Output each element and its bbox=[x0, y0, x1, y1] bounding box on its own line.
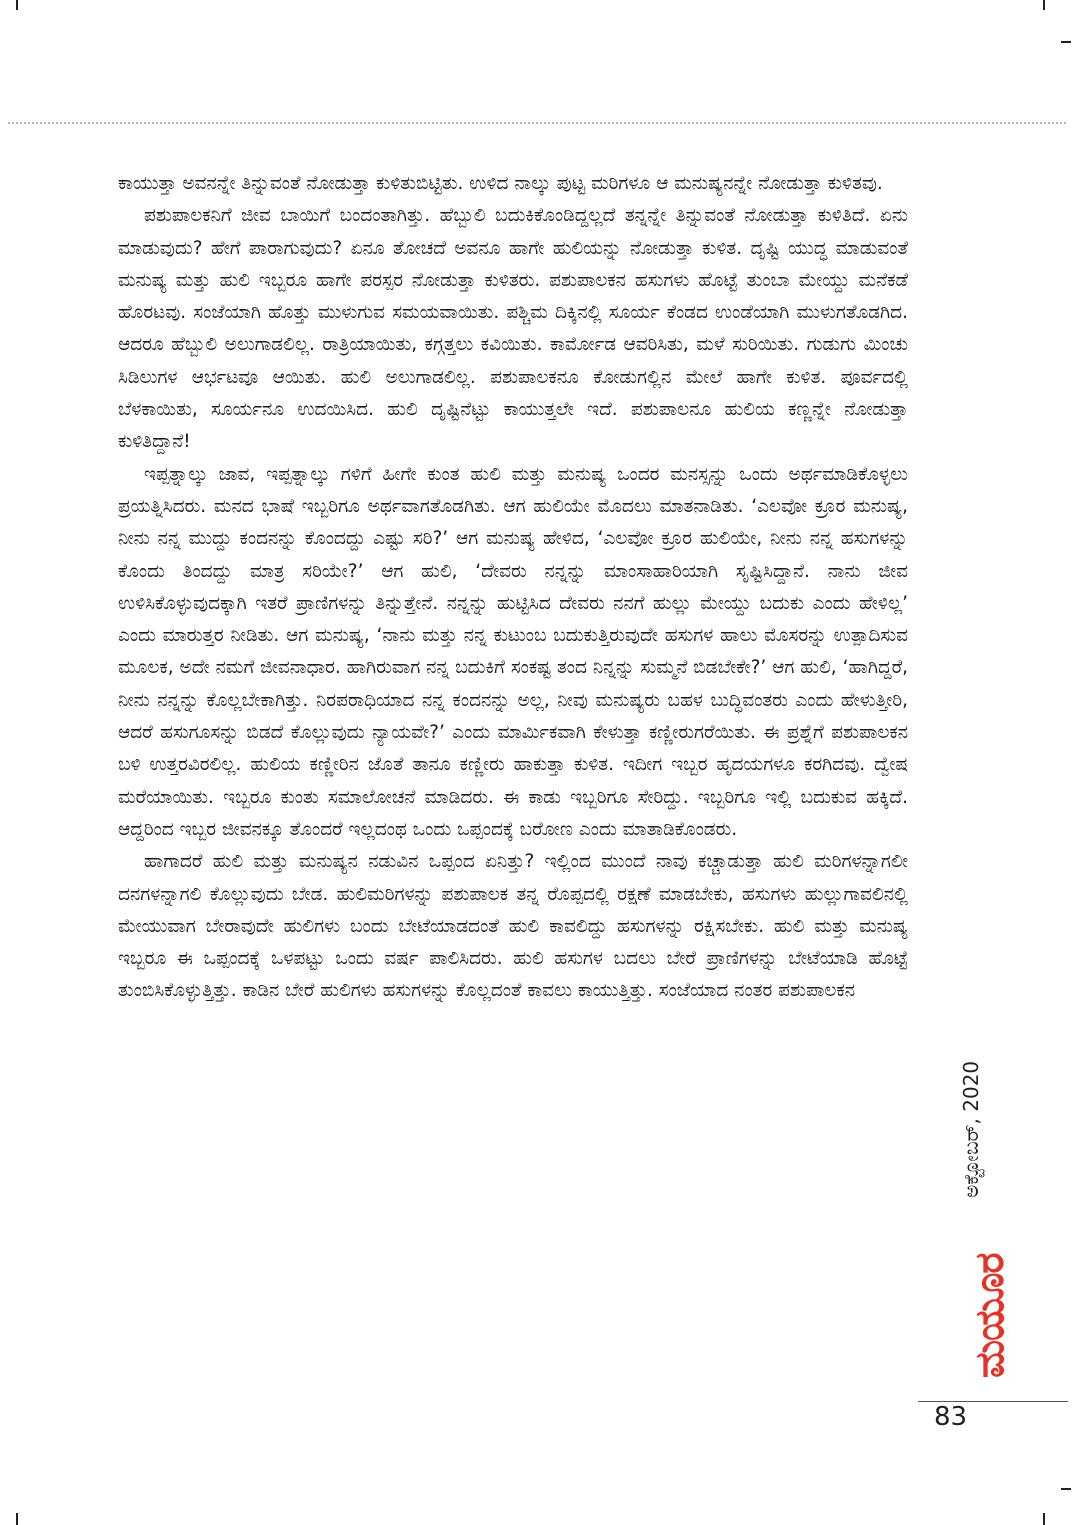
crop-mark-top-left bbox=[16, 0, 18, 10]
magazine-logo: ಮಯೂರ bbox=[967, 1253, 1013, 1378]
article-paragraph: ಇಪ್ಪತ್ನಾಲ್ಕು ಜಾವ, ಇಪ್ಪತ್ನಾಲ್ಕು ಗಳಿಗೆ ಹೀಗೇ ಕುಂತ ಹುಲಿ ಮತ್ತು ಮನುಷ್ಯ ಒಂದರ ಮನಸ್ಸನ್ನು ಒಂದು ಅರ್ಥಮಾಡಿಕೊಳ್ಳಲು ಪ್ರಯತ್ನಿಸಿದರು. ಮನದ ಭಾಷೆ ಇಬ್ಬರಿಗೂ ಅರ್ಥವಾಗತೊಡಗಿತು. ಆಗ ಹುಲಿಯೇ ಮೊದಲು ಮಾತನಾಡಿತು. ‘ಎಲವೋ ಕ್ರೂರ ಮನುಷ್ಯ, ನೀನು ನನ್ನ ಮುದ್ದು ಕಂದನನ್ನು ಕೊಂದದ್ದು ಎಷ್ಟು ಸರಿ?’ ಆಗ ಮನುಷ್ಯ ಹೇಳಿದ, ‘ಎಲವೋ ಕ್ರೂರ ಹುಲಿಯೇ, ನೀನು ನನ್ನ ಹಸುಗಳನ್ನು ಕೊಂದು ತಿಂದದ್ದು ಮಾತ್ರ ಸರಿಯೇ?’ ಆಗ ಹುಲಿ, ‘ದೇವರು ನನ್ನನ್ನು ಮಾಂಸಾಹಾರಿಯಾಗಿ ಸೃಷ್ಟಿಸಿದ್ದಾನೆ. ನಾನು ಜೀವ ಉಳಿಸಿಕೊಳ್ಳುವುದಕ್ಕಾಗಿ ಇತರೆ ಪ್ರಾಣಿಗಳನ್ನು ತಿನ್ನುತ್ತೇನೆ. ನನ್ನನ್ನು ಹುಟ್ಟಿಸಿದ ದೇವರು ನನಗೆ ಹುಲ್ಲು ಮೇಯ್ದು ಬದುಕು ಎಂದು ಹೇಳಿಲ್ಲ’ ಎಂದು ಮಾರುತ್ತರ ನೀಡಿತು. ಆಗ ಮನುಷ್ಯ, ‘ನಾನು ಮತ್ತು ನನ್ನ ಕುಟುಂಬ ಬದುಕುತ್ತಿರುವುದೇ ಹಸುಗಳ ಹಾಲು ಮೊಸರನ್ನು ಉತ್ಪಾದಿಸುವ ಮೂಲಕ, ಅದೇ ನಮಗೆ ಜೀವನಾಧಾರ. ಹಾಗಿರುವಾಗ ನನ್ನ ಬದುಕಿಗೆ ಸಂಕಷ್ಟ ತಂದ ನಿನ್ನನ್ನು ಸುಮ್ಮನೆ ಬಿಡಬೇಕೇ?’ ಆಗ ಹುಲಿ, ‘ಹಾಗಿದ್ದರೆ, ನೀನು ನನ್ನನ್ನು ಕೊಲ್ಲಬೇಕಾಗಿತ್ತು. ನಿರಪರಾಧಿಯಾದ ನನ್ನ ಕಂದನನ್ನು ಅಲ್ಲ, ನೀವು ಮನುಷ್ಯರು ಬಹಳ ಬುದ್ಧಿವಂತರು ಎಂದು ಹೇಳುತ್ತೀರಿ, ಆದರೆ ಹಸುಗೂಸನ್ನು ಬಿಡದೆ ಕೊಲ್ಲುವುದು ನ್ಯಾಯವೇ?’ ಎಂದು ಮಾರ್ಮಿಕವಾಗಿ ಕೇಳುತ್ತಾ ಕಣ್ಣೀರುಗರೆಯಿತು. ಈ ಪ್ರಶ್ನೆಗೆ ಪಶುಪಾಲಕನ ಬಳಿ ಉತ್ತರವಿರಲಿಲ್ಲ. ಹುಲಿಯ ಕಣ್ಣೀರಿನ ಜೊತೆ ತಾನೂ ಕಣ್ಣೀರು ಹಾಕುತ್ತಾ ಕುಳಿತ. ಇದೀಗ ಇಬ್ಬರ ಹೃದಯಗಳೂ ಕರಗಿದವು. ದ್ವೇಷ ಮರೆಯಾಯಿತು. ಇಬ್ಬರೂ ಕುಂತು ಸಮಾಲೋಚನೆ ಮಾಡಿದರು. ಈ ಕಾಡು ಇಬ್ಬರಿಗೂ ಸೇರಿದ್ದು. ಇಬ್ಬರಿಗೂ ಇಲ್ಲಿ ಬದುಕುವ ಹಕ್ಕಿದೆ. ಆದ್ದರಿಂದ ಇಬ್ಬರ ಜೀವನಕ್ಕೂ ತೊಂದರೆ ಇಲ್ಲದಂಥ ಒಂದು ಒಪ್ಪಂದಕ್ಕೆ ಬರೋಣ ಎಂದು ಮಾತಾಡಿಕೊಂಡರು. bbox=[118, 463, 908, 840]
article-paragraph: ಪಶುಪಾಲಕನಿಗೆ ಜೀವ ಬಾಯಿಗೆ ಬಂದಂತಾಗಿತ್ತು. ಹೆಬ್ಬುಲಿ ಬದುಕಿಕೊಂಡಿದ್ದಲ್ಲದೆ ತನ್ನನ್ನೇ ತಿನ್ನುವಂತೆ ನೋಡುತ್ತಾ ಕುಳಿತಿದೆ. ಏನು ಮಾಡುವುದು? ಹೇಗೆ ಪಾರಾಗುವುದು? ಏನೂ ತೋಚದೆ ಅವನೂ ಹಾಗೇ ಹುಲಿಯನ್ನು ನೋಡುತ್ತಾ ಕುಳಿತ. ದೃಷ್ಟಿ ಯುದ್ಧ ಮಾಡುವಂತೆ ಮನುಷ್ಯ ಮತ್ತು ಹುಲಿ ಇಬ್ಬರೂ ಹಾಗೇ ಪರಸ್ಪರ ನೋಡುತ್ತಾ ಕುಳಿತರು. ಪಶುಪಾಲಕನ ಹಸುಗಳು ಹೊಟ್ಟೆ ತುಂಬಾ ಮೇಯ್ದು ಮನೆಕಡೆ ಹೊರಟವು. ಸಂಜೆಯಾಗಿ ಹೊತ್ತು ಮುಳುಗುವ ಸಮಯವಾಯಿತು. ಪಶ್ಚಿಮ ದಿಕ್ಕಿನಲ್ಲಿ ಸೂರ್ಯ ಕೆಂಡದ ಉಂಡೆಯಾಗಿ ಮುಳುಗತೊಡಗಿದ. ಆದರೂ ಹೆಬ್ಬುಲಿ ಅಲುಗಾಡಲಿಲ್ಲ. ರಾತ್ರಿಯಾಯಿತು, ಕಗ್ಗತ್ತಲು ಕವಿಯಿತು. ಕಾರ್ಮೋಡ ಆವರಿಸಿತು, ಮಳೆ ಸುರಿಯಿತು. ಗುಡುಗು ಮಿಂಚು ಸಿಡಿಲುಗಳ ಆರ್ಭಟವೂ ಆಯಿತು. ಹುಲಿ ಅಲುಗಾಡಲಿಲ್ಲ. ಪಶುಪಾಲಕನೂ ಕೋಡುಗಲ್ಲಿನ ಮೇಲೆ ಹಾಗೇ ಕುಳಿತ. ಪೂರ್ವದಲ್ಲಿ ಬೆಳಕಾಯಿತು, ಸೂರ್ಯನೂ ಉದಯಿಸಿದ. ಹುಲಿ ದೃಷ್ಟಿನೆಟ್ಟು ಕಾಯುತ್ತಲೇ ಇದೆ. ಪಶುಪಾಲನೂ ಹುಲಿಯ ಕಣ್ಣನ್ನೇ ನೋಡುತ್ತಾ ಕುಳಿತಿದ್ದಾನೆ! bbox=[118, 205, 908, 453]
header-dotted-rule bbox=[8, 122, 1066, 124]
crop-mark-right-lower bbox=[1061, 1488, 1071, 1490]
page-number: 83 bbox=[934, 1402, 968, 1432]
issue-date: ಅಕ್ಟೋಬರ್, 2020 bbox=[959, 1060, 983, 1198]
article-paragraph: ಕಾಯುತ್ತಾ ಅವನನ್ನೇ ತಿನ್ನುವಂತೆ ನೋಡುತ್ತಾ ಕುಳಿತುಬಿಟ್ಟಿತು. ಉಳಿದ ನಾಲ್ಕು ಪುಟ್ಟ ಮರಿಗಳೂ ಆ ಮನುಷ್ಯನನ್ನೇ ನೋಡುತ್ತಾ ಕುಳಿತವು. bbox=[118, 173, 883, 194]
crop-mark-top-right bbox=[1043, 0, 1045, 10]
crop-mark-bottom-left bbox=[16, 1513, 18, 1525]
article-body bbox=[118, 168, 908, 1008]
crop-mark-right-upper bbox=[1061, 41, 1071, 43]
article-paragraph: ಹಾಗಾದರೆ ಹುಲಿ ಮತ್ತು ಮನುಷ್ಯನ ನಡುವಿನ ಒಪ್ಪಂದ ಏನಿತ್ತು? ಇಲ್ಲಿಂದ ಮುಂದೆ ನಾವು ಕಚ್ಚಾಡುತ್ತಾ ಹುಲಿ ಮರಿಗಳನ್ನಾಗಲೀ ದನಗಳನ್ನಾಗಲಿ ಕೊಲ್ಲುವುದು ಬೇಡ. ಹುಲಿಮರಿಗಳನ್ನು ಪಶುಪಾಲಕ ತನ್ನ ರೊಪ್ಪದಲ್ಲಿ ರಕ್ಷಣೆ ಮಾಡಬೇಕು, ಹಸುಗಳು ಹುಲ್ಲುಗಾವಲಿನಲ್ಲಿ ಮೇಯುವಾಗ ಬೇರಾವುದೇ ಹುಲಿಗಳು ಬಂದು ಬೇಟೆಯಾಡದಂತೆ ಹುಲಿ ಕಾವಲಿದ್ದು ಹಸುಗಳನ್ನು ರಕ್ಷಿಸಬೇಕು. ಹುಲಿ ಮತ್ತು ಮನುಷ್ಯ ಇಬ್ಬರೂ ಈ ಒಪ್ಪಂದಕ್ಕೆ ಒಳಪಟ್ಟು ಒಂದು ವರ್ಷ ಪಾಲಿಸಿದರು. ಹುಲಿ ಹಸುಗಳ ಬದಲು ಬೇರೆ ಪ್ರಾಣಿಗಳನ್ನು ಬೇಟೆಯಾಡಿ ಹೊಟ್ಟೆ ತುಂಬಿಸಿಕೊಳ್ಳುತ್ತಿತ್ತು. ಕಾಡಿನ ಬೇರೆ ಹುಲಿಗಳು ಹಸುಗಳನ್ನು ಕೊಲ್ಲದಂತೆ ಕಾವಲು ಕಾಯುತ್ತಿತ್ತು. ಸಂಜೆಯಾದ ನಂತರ ಪಶುಪಾಲಕನ bbox=[118, 851, 908, 1002]
crop-mark-bottom-right bbox=[1043, 1513, 1045, 1525]
